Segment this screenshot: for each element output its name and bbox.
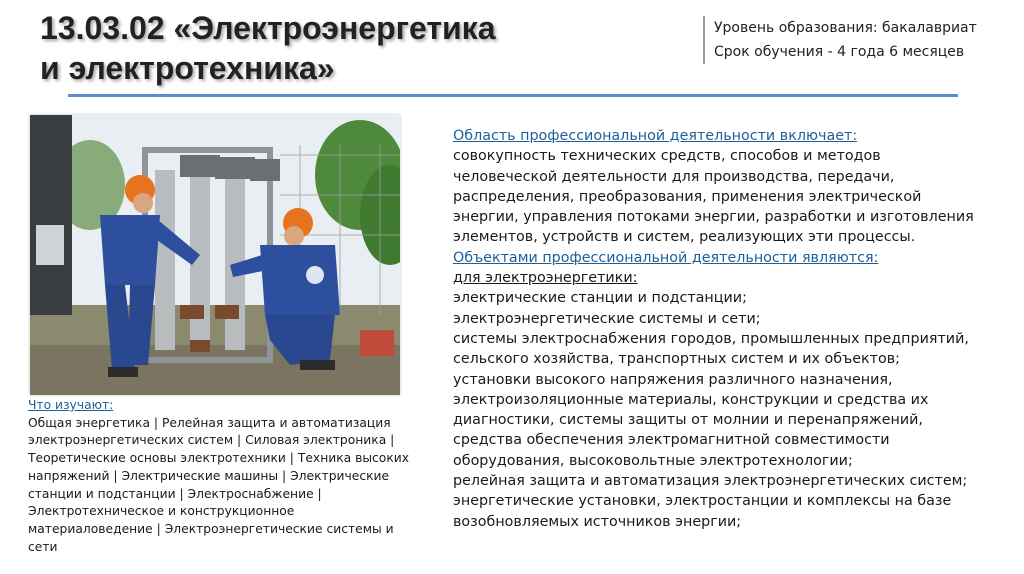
activity-objects-heading[interactable]: Объектами профессиональной деятельности являются:: [453, 249, 879, 266]
page-title: [40, 8, 540, 88]
program-info: [703, 16, 977, 64]
activity-object-item: электрические станции и подстанции;: [453, 290, 747, 307]
activity-object-item: возобновляемых источников энергии;: [453, 513, 742, 530]
page-title-line-2: и электротехника»: [40, 50, 335, 86]
activity-object-item: оборудования, высоковольтные электротехнологии;: [453, 452, 853, 469]
education-level: Уровень образования: бакалавриат: [714, 20, 977, 36]
subjects-section: [28, 397, 433, 556]
activity-object-item: средства обеспечения электромагнитной совместимости: [453, 432, 890, 449]
subjects-line: станции и подстанции | Электроснабжение |: [28, 486, 322, 501]
activity-area-line: элементов, устройств и систем, реализующих эти процессы.: [453, 229, 916, 246]
activity-area-line: энергии, управления потоками энергии, разработки и изготовления: [453, 209, 974, 226]
activity-object-item: электроизоляционные материалы, конструкции и средства их: [453, 391, 929, 408]
activity-area-heading[interactable]: Область профессиональной деятельности включает:: [453, 128, 858, 144]
page-title-line-1: 13.03.02 «Электроэнергетика: [40, 10, 496, 46]
activity-object-item: релейная защита и автоматизация электроэнергетических систем;: [453, 473, 968, 490]
subjects-line: сети: [28, 539, 58, 554]
subjects-line: электроэнергетических систем | Силовая электроника |: [28, 433, 395, 448]
activity-area-line: распределения, преобразования, применения электрической: [453, 188, 922, 205]
activity-area-line: совокупность технических средств, способов и методов: [453, 148, 881, 165]
activity-object-item: установки высокого напряжения различного назначения,: [453, 371, 893, 388]
subjects-line: материаловедение | Электроэнергетические системы и: [28, 521, 394, 536]
study-duration: Срок обучения - 4 года 6 месяцев: [714, 44, 965, 60]
subjects-line: Общая энергетика | Релейная защита и автоматизация: [28, 415, 391, 430]
workers-switchgear-photo: [30, 115, 400, 395]
activity-object-item: энергетические установки, электростанции и комплексы на базе: [453, 493, 952, 510]
photo-illustration: [30, 115, 400, 395]
power-engineering-subheading: для электроэнергетики:: [453, 270, 638, 287]
professional-activity-section: [453, 126, 1013, 532]
activity-area-line: человеческой деятельности для производства, передачи,: [453, 168, 895, 185]
subjects-line: напряжений | Электрические машины | Электрические: [28, 468, 390, 483]
activity-object-item: системы электроснабжения городов, промышленных предприятий,: [453, 330, 969, 347]
subjects-line: Электротехническое и конструкционное: [28, 504, 295, 519]
activity-object-item: диагностики, системы защиты от молнии и перенапряжений,: [453, 412, 923, 429]
title-underline: [68, 94, 958, 97]
subjects-heading[interactable]: Что изучают:: [28, 398, 114, 412]
subjects-line: Теоретические основы электротехники | Техника высоких: [28, 451, 410, 466]
activity-object-item: электроэнергетические системы и сети;: [453, 310, 761, 327]
activity-object-item: сельского хозяйства, транспортных систем и их объектов;: [453, 351, 900, 368]
